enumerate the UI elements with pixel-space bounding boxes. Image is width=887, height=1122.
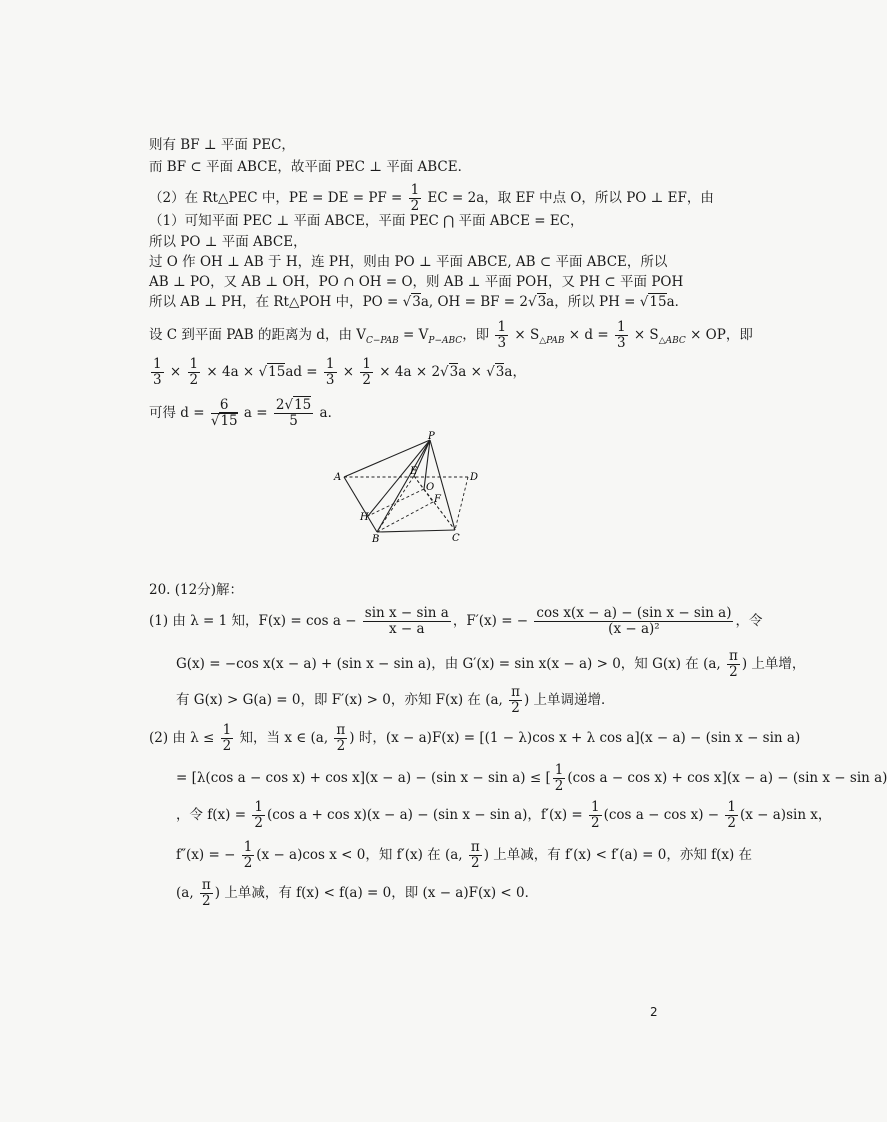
fraction: $\frac{\text{cos x(x − a) − (sin x − sin a)}}{\text{(x − a)²}}$ <box>536 605 732 637</box>
label-E: E <box>410 466 418 477</box>
fraction: $\frac{2√15}{5}$ <box>275 397 312 429</box>
text-line: 而 BF ⊂ 平面 ABCE，故平面 PEC ⊥ 平面 ABCE． <box>149 159 472 175</box>
label-B: B <box>372 534 380 545</box>
label-O: O <box>426 482 435 493</box>
text-line: （2）在 Rt△PEC 中，PE = DE = PF = $\frac{1}{2}$ EC = 2a，取 EF 中点 O，所以 PO ⊥ EF，由 <box>149 182 714 214</box>
label-D: D <box>470 472 479 483</box>
pyramid-figure <box>330 432 490 547</box>
text-line: 设 C 到平面 PAB 的距离为 d，由 $V_{C-PAB} = V_{P-ABC}$，即 $\frac{1}{3}$ × $S_{\triangle PAB} \times d$ = $\frac{1}{3}$ × $S_{\triangle ABC}$ × OP，即 <box>149 319 753 351</box>
page-number: 2 <box>650 1005 658 1019</box>
label-H: H <box>360 512 369 523</box>
fraction: $\frac{1}{2}$ <box>727 799 736 831</box>
text-line: (2) 由 λ ≤ $\frac{1}{2}$ 知，当 x ∈ (a, $\frac{\pi}{2}$ ) 时，(x − a)F(x) = [(1 − λ)cos x + λ cos a](x − a) − (sin x − sin a) <box>149 722 801 754</box>
label-P: P <box>428 431 435 442</box>
fraction: $\frac{1}{2}$ <box>410 182 420 214</box>
fraction: $\frac{6}{√15}$ <box>210 397 238 429</box>
fraction: $\frac{1}{2}$ <box>254 799 263 831</box>
text-line: ，令 f(x) = $\frac{1}{2}$ (cos a + cos x)(x − a) − (sin x − sin a)，f′(x) = $\frac{1}{2}$ (cos a − cos x) − $\frac{1}{2}$ (x − a)sin x， <box>176 799 832 831</box>
fraction: $\frac{1}{2}$ <box>189 356 199 388</box>
text-line: 所以 PO ⊥ 平面 ABCE， <box>149 234 307 250</box>
label-C: C <box>452 533 460 544</box>
fraction: $\frac{1}{2}$ <box>554 762 564 794</box>
fraction: $\frac{1}{3}$ <box>153 356 162 388</box>
fraction: $\frac{1}{2}$ <box>362 356 372 388</box>
text-line: G(x) = −cos x(x − a) + (sin x − sin a)，由 G′(x) = sin x(x − a) > 0，知 G(x) 在 (a, $\frac{\pi}{2}$ ) 上单增， <box>176 648 806 680</box>
text-line: = [λ(cos a − cos x) + cos x](x − a) − (sin x − sin a) ≤ [ $\frac{1}{2}$ (cos a − cos x) + cos x](x − a) − (sin x − sin a) <box>176 762 887 794</box>
text-line: 所以 AB ⊥ PH，在 Rt△POH 中，PO = √3a, OH = BF = 2√3a，所以 PH = √15a． <box>149 294 689 310</box>
label-A: A <box>334 472 342 483</box>
label-F: F <box>434 494 441 505</box>
fraction: $\frac{\pi}{2}$ <box>201 877 211 909</box>
fraction: $\frac{\pi}{2}$ <box>729 648 738 680</box>
fraction: $\frac{1}{2}$ <box>222 722 232 754</box>
fraction: $\frac{1}{2}$ <box>243 839 253 871</box>
section-heading: 20. (12分)解： <box>149 582 243 598</box>
text-line: （1）可知平面 PEC ⊥ 平面 ABCE，平面 PEC ⋂ 平面 ABCE = EC， <box>149 213 584 229</box>
fraction: $\frac{1}{2}$ <box>590 799 600 831</box>
text-line: (a, $\frac{\pi}{2}$ ) 上单减，有 f(x) < f(a) = 0，即 (x − a)F(x) < 0． <box>176 877 539 909</box>
fraction: $\frac{\pi}{2}$ <box>336 722 346 754</box>
fraction: $\frac{1}{3}$ <box>497 319 507 351</box>
text-line: AB ⊥ PO，又 AB ⊥ OH，PO ∩ OH = O，则 AB ⊥ 平面 POH，又 PH ⊂ 平面 POH <box>149 274 684 290</box>
fraction: $\frac{\text{sin x − sin a}}{x - a}$ <box>364 605 449 637</box>
fraction: $\frac{1}{3}$ <box>325 356 335 388</box>
fraction: $\frac{1}{3}$ <box>616 319 626 351</box>
text-line: 有 G(x) > G(a) = 0，即 F′(x) > 0，亦知 F(x) 在 (a, $\frac{\pi}{2}$ ) 上单调递增． <box>176 684 615 716</box>
text-line: 可得 d = $\frac{6}{√15}$ a = $\frac{2√15}{5}$ a． <box>149 397 342 429</box>
text-line: f″(x) = − $\frac{1}{2}$ (x − a)cos x < 0，知 f′(x) 在 (a, $\frac{\pi}{2}$ ) 上单减，有 f′(x) < f′(a) = 0，亦知 f(x) 在 <box>176 839 753 871</box>
text-line: 则有 BF ⊥ 平面 PEC， <box>149 137 295 153</box>
text-line: (1) 由 λ = 1 知，F(x) = cos a − $\frac{\text{sin x − sin a}}{x - a}$ ，F′(x) = − $\frac{\text{cos x(x − a) − (sin x − sin a)}}{\text{(x − a)²}}$ ，令 <box>149 605 763 637</box>
text-line: 过 O 作 OH ⊥ AB 于 H，连 PH，则由 PO ⊥ 平面 ABCE, AB ⊂ 平面 ABCE，所以 <box>149 254 668 270</box>
text-line: $\frac{1}{3}$ × $\frac{1}{2}$ × 4a × √15ad = $\frac{1}{3}$ × $\frac{1}{2}$ × 4a × 2√3a × √3a， <box>153 356 526 388</box>
fraction: $\frac{\pi}{2}$ <box>511 684 520 716</box>
fraction: $\frac{\pi}{2}$ <box>470 839 480 871</box>
